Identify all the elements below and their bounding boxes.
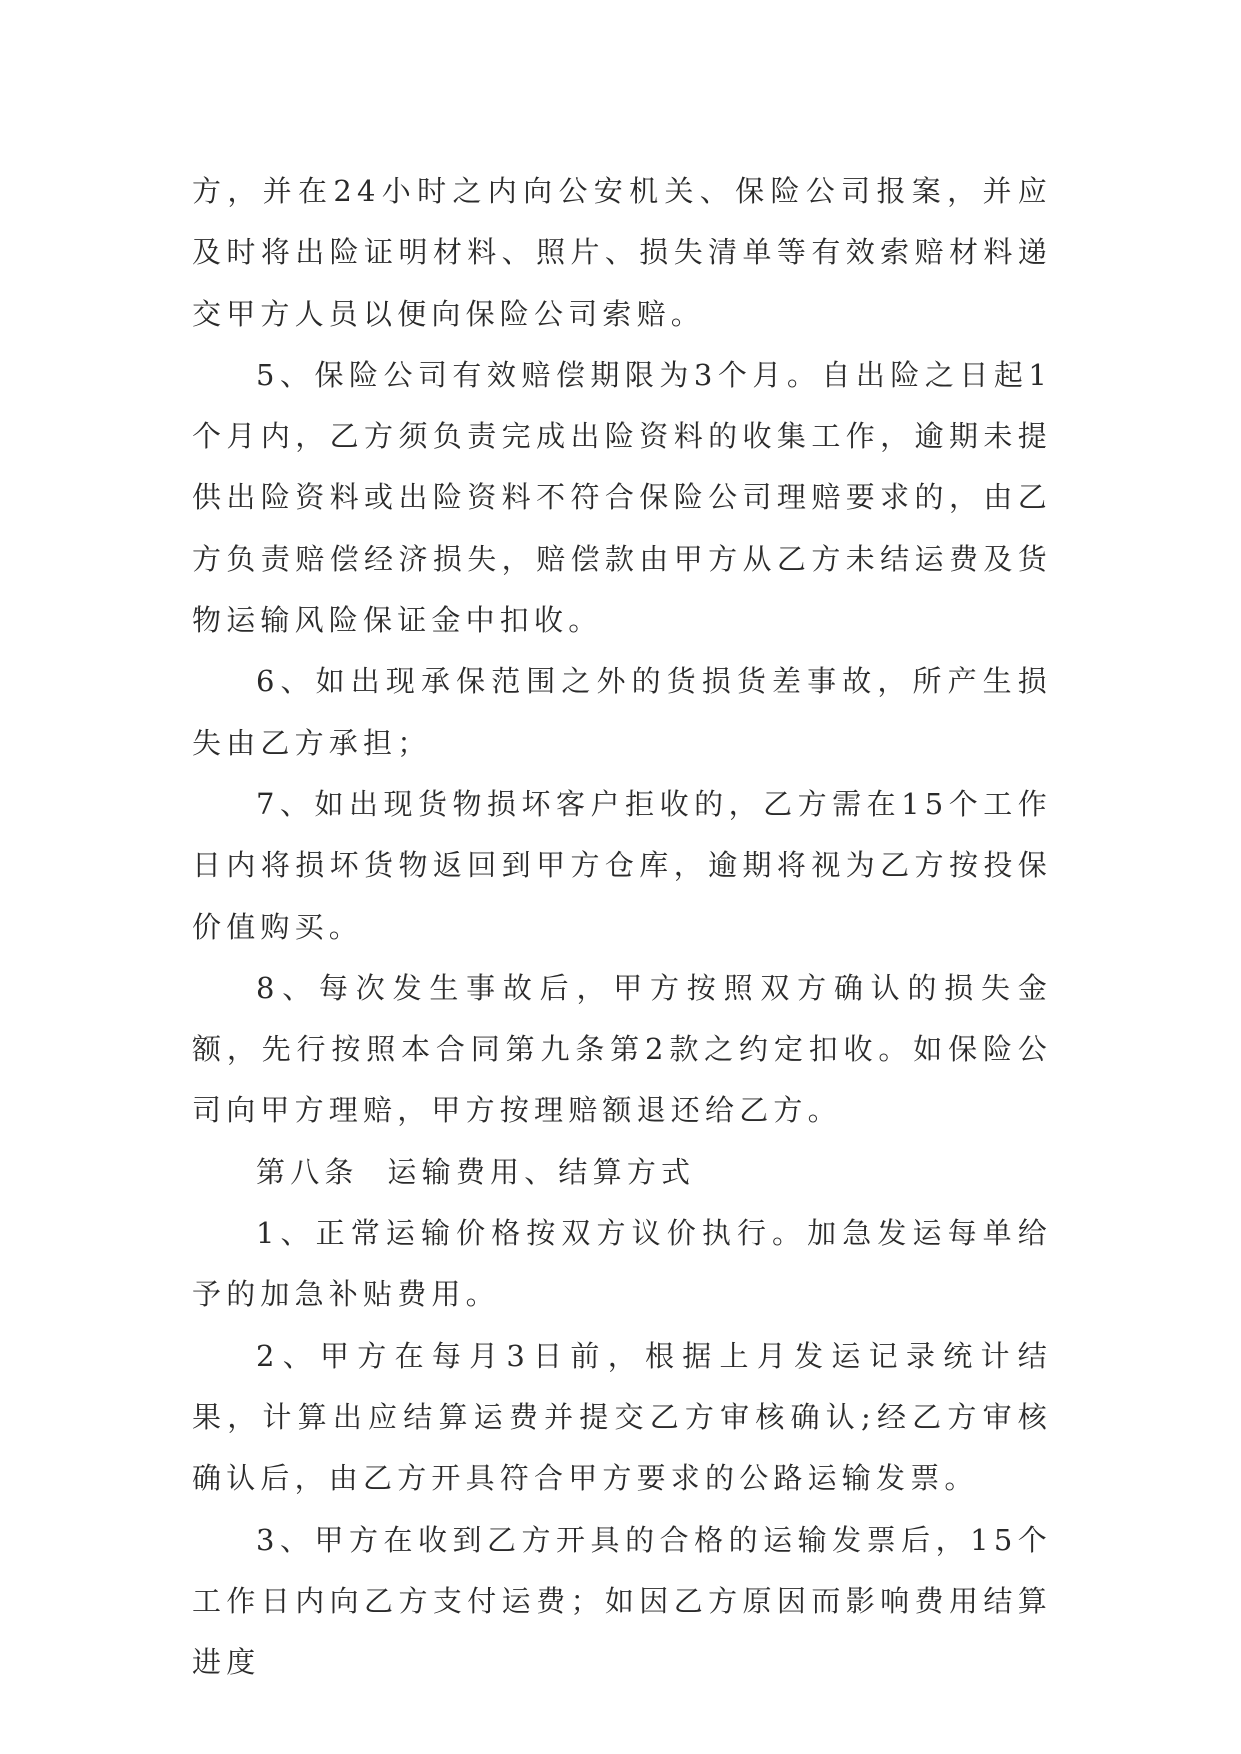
paragraph-fee-1: 1、正常运输价格按双方议价执行。加急发运每单给予的加急补贴费用。 [192, 1216, 1052, 1312]
paragraph-fee-2: 2、甲方在每月3日前，根据上月发运记录统计结果，计算出应结算运费并提交乙方审核确认;经乙方审核确认后，由乙方开具符合甲方要求的公路运输发票。 [192, 1338, 1052, 1496]
document-body [192, 161, 1052, 1693]
paragraph-fee-3: 3、甲方在收到乙方开具的合格的运输发票后，15个工作日内向乙方支付运费；如因乙方原因而影响费用结算进度 [192, 1522, 1052, 1680]
paragraph-clause-8: 8、每次发生事故后，甲方按照双方确认的损失金额，先行按照本合同第九条第2款之约定扣收。如保险公司向甲方理赔，甲方按理赔额退还给乙方。 [192, 970, 1052, 1128]
paragraph-clause-7: 7、如出现货物损坏客户拒收的，乙方需在15个工作日内将损坏货物返回到甲方仓库，逾期将视为乙方按投保价值购买。 [192, 786, 1052, 944]
paragraph-continuation: 方，并在24小时之内向公安机关、保险公司报案，并应及时将出险证明材料、照片、损失清单等有效索赔材料递交甲方人员以便向保险公司索赔。 [192, 174, 1052, 331]
paragraph-clause-6: 6、如出现承保范围之外的货损货差事故，所产生损失由乙方承担； [192, 664, 1052, 760]
section-heading-article-8: 第八条 运输费用、结算方式 [256, 1154, 696, 1189]
paragraph-clause-5: 5、保险公司有效赔偿期限为3个月。自出险之日起1个月内，乙方须负责完成出险资料的收集工作，逾期未提供出险资料或出险资料不符合保险公司理赔要求的，由乙方负责赔偿经济损失，赔偿款由甲方从乙方未结运费及货物运输风险保证金中扣收。 [192, 357, 1052, 638]
